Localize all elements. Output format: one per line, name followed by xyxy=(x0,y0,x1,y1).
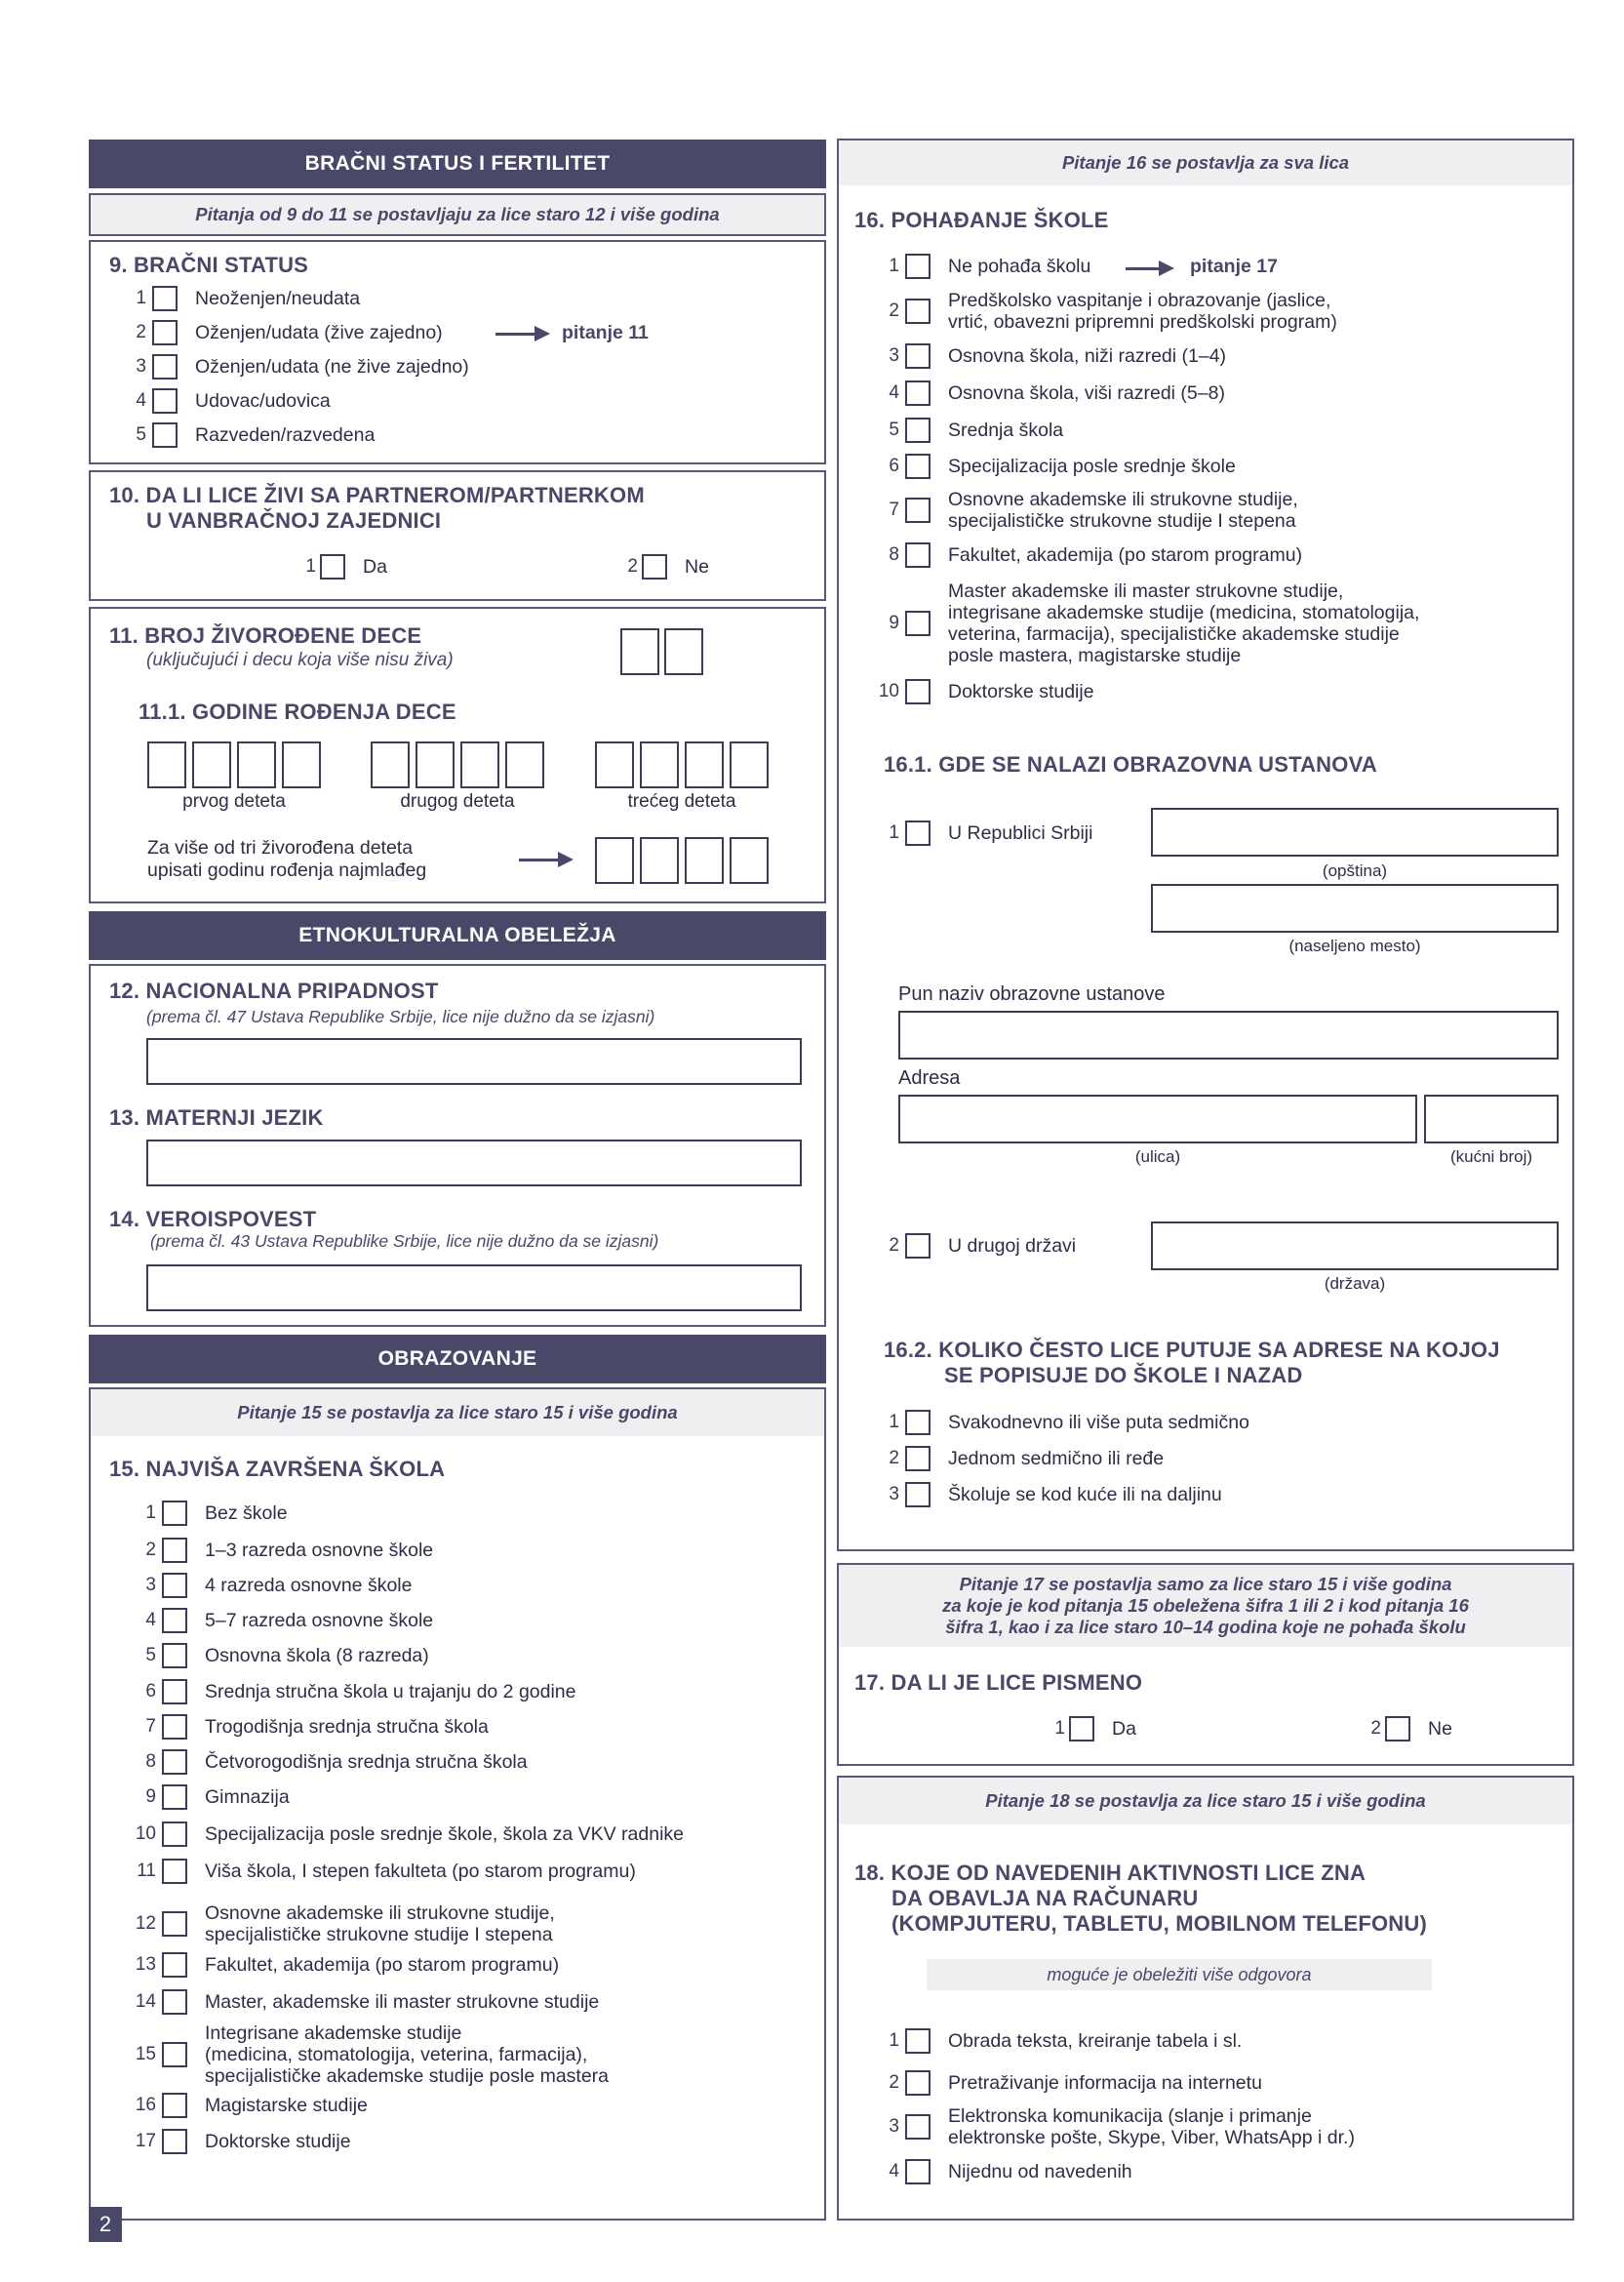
checkbox[interactable] xyxy=(162,1538,187,1563)
option-number: 5 xyxy=(889,420,899,440)
note-q15: Pitanje 15 se postavlja za lice staro 15 i više godina xyxy=(91,1389,824,1436)
q9-goto: pitanje 11 xyxy=(562,322,649,343)
checkbox[interactable] xyxy=(905,2159,931,2184)
checkbox[interactable] xyxy=(642,554,667,580)
q16-2-title-line2: SE POPISUJE DO ŠKOLE I NAZAD xyxy=(944,1363,1303,1387)
option-label xyxy=(948,290,1337,333)
q10-option-no[interactable] xyxy=(616,553,709,581)
q13-title: 13. MATERNJI JEZIK xyxy=(109,1105,324,1130)
option-label: Pretraživanje informacija na internetu xyxy=(948,2072,1262,2094)
q16-2-title-line1: 16.2. KOLIKO ČESTO LICE PUTUJE SA ADRESE NA KOJOJ xyxy=(884,1338,1500,1362)
option-number: 11 xyxy=(137,1861,156,1881)
checkbox[interactable] xyxy=(162,1784,187,1810)
caption-first-child: prvog deteta xyxy=(182,791,286,812)
caption-municipality: (opština) xyxy=(1322,861,1388,880)
street-field[interactable] xyxy=(898,1095,1417,1143)
arrow-icon xyxy=(1126,267,1170,270)
q15-option-2[interactable] xyxy=(129,1537,433,1564)
note-q17-line: šifra 1, kao i za lice staro 10–14 godina koje ne pohađa školu xyxy=(945,1617,1466,1637)
option-number: 3 xyxy=(889,345,899,366)
q15-option-8[interactable] xyxy=(129,1748,528,1776)
option-number: 13 xyxy=(135,1954,156,1975)
option-number: 3 xyxy=(889,2116,899,2137)
option-label: Master, akademske ili master strukovne studije xyxy=(205,1991,600,2013)
option-number: 2 xyxy=(145,1540,156,1560)
option-number: 2 xyxy=(136,322,146,342)
arrow-icon xyxy=(519,859,570,861)
q11-subtitle: (uključujući i decu koja više nisu živa) xyxy=(146,650,454,670)
option-label: Srednja stručna škola u trajanju do 2 godine xyxy=(205,1681,576,1702)
checkbox[interactable] xyxy=(152,320,178,345)
child-count-digit-2[interactable] xyxy=(664,628,703,675)
option-number: 2 xyxy=(889,2072,899,2093)
checkbox[interactable] xyxy=(905,418,931,443)
option-label-line: Master akademske ili master strukovne studije, xyxy=(948,581,1344,602)
arrow-icon xyxy=(495,333,546,336)
option-number: 2 xyxy=(627,556,638,577)
option-label-line: Osnovne akademske ili strukovne studije, xyxy=(948,489,1298,510)
q15-option-17[interactable] xyxy=(129,2128,351,2155)
option-label: Specijalizacija posle srednje škole xyxy=(948,456,1236,477)
checkbox[interactable] xyxy=(905,299,931,324)
q9-option-2[interactable] xyxy=(119,319,443,346)
option-label: Udovac/udovica xyxy=(195,390,331,412)
note-q17-line: za koje je kod pitanja 15 obeležena šifra 1 ili 2 i kod pitanja 16 xyxy=(942,1595,1469,1616)
q11-more-line2: upisati godinu rođenja najmlađeg xyxy=(147,860,427,881)
option-label: Ne xyxy=(685,556,709,578)
q9-option-5[interactable] xyxy=(119,421,375,449)
year-child3-digit-1[interactable] xyxy=(595,741,634,788)
option-label: Osnovna škola, niži razredi (1–4) xyxy=(948,345,1227,367)
option-label: Trogodišnja srednja stručna škola xyxy=(205,1716,489,1738)
section-header-education: OBRAZOVANJE xyxy=(89,1335,826,1383)
option-number: 6 xyxy=(145,1681,156,1701)
option-number: 2 xyxy=(1370,1718,1381,1739)
q16-option-4[interactable] xyxy=(872,380,1225,407)
checkbox[interactable] xyxy=(162,1989,187,2015)
option-number: 4 xyxy=(145,1610,156,1630)
option-number: 3 xyxy=(145,1575,156,1595)
year-youngest-digit-4[interactable] xyxy=(730,837,769,884)
q17-option-yes[interactable] xyxy=(1046,1715,1136,1742)
checkbox[interactable] xyxy=(152,286,178,311)
option-label: Neoženjen/neudata xyxy=(195,288,361,309)
q15-option-10[interactable] xyxy=(129,1821,684,1848)
q16-option-6[interactable] xyxy=(872,453,1236,480)
caption-second-child: drugog deteta xyxy=(400,791,515,812)
option-number: 2 xyxy=(889,1235,899,1256)
option-label: Doktorske studije xyxy=(205,2131,351,2152)
q16-2-option-2[interactable] xyxy=(872,1445,1164,1472)
checkbox[interactable] xyxy=(162,1911,187,1937)
option-label: 5–7 razreda osnovne škole xyxy=(205,1610,434,1631)
checkbox[interactable] xyxy=(1385,1716,1410,1742)
country-field[interactable] xyxy=(1151,1221,1559,1270)
option-label-line: specijalističke akademske studije posle mastera xyxy=(205,2065,610,2087)
option-label-line: integrisane akademske studije (medicina, stomatologija, xyxy=(948,602,1420,623)
option-label xyxy=(948,2105,1355,2148)
checkbox[interactable] xyxy=(162,2129,187,2154)
option-number: 8 xyxy=(145,1751,156,1772)
option-label: Bez škole xyxy=(205,1502,288,1524)
checkbox[interactable] xyxy=(905,498,931,523)
year-child1-digit-2[interactable] xyxy=(192,741,231,788)
checkbox[interactable] xyxy=(905,380,931,406)
q18-option-4[interactable] xyxy=(872,2158,1132,2185)
checkbox[interactable] xyxy=(162,1859,187,1884)
option-label-line: specijalističke strukovne studije I stepena xyxy=(948,510,1296,532)
option-number: 3 xyxy=(889,1484,899,1504)
year-child1-digit-4[interactable] xyxy=(282,741,321,788)
option-label: Gimnazija xyxy=(205,1786,290,1808)
option-label-line: elektronske pošte, Skype, Viber, WhatsApp i dr.) xyxy=(948,2127,1355,2148)
checkbox[interactable] xyxy=(905,1482,931,1507)
q9-option-1[interactable] xyxy=(119,285,360,312)
checkbox[interactable] xyxy=(320,554,345,580)
option-number: 3 xyxy=(136,356,146,377)
year-youngest-digit-2[interactable] xyxy=(640,837,679,884)
option-number: 2 xyxy=(889,1448,899,1468)
option-label: Osnovna škola, viši razredi (5–8) xyxy=(948,382,1225,404)
q16-1-option-serbia[interactable] xyxy=(872,820,1092,847)
option-label-line: specijalističke strukovne studije I stepena xyxy=(205,1924,553,1945)
q18-title-line2: DA OBAVLJA NA RAČUNARU xyxy=(891,1886,1199,1910)
option-label: 4 razreda osnovne škole xyxy=(205,1575,413,1596)
q15-option-12[interactable] xyxy=(129,1902,555,1945)
option-label-line: Elektronska komunikacija (slanje i primanje xyxy=(948,2105,1312,2127)
option-label: U drugoj državi xyxy=(948,1235,1077,1257)
q16-option-9[interactable] xyxy=(872,581,1419,666)
option-number: 9 xyxy=(889,613,899,633)
option-number: 8 xyxy=(889,544,899,565)
year-child3-digit-2[interactable] xyxy=(640,741,679,788)
note-q17-line: Pitanje 17 se postavlja samo za lice staro 15 i više godina xyxy=(959,1574,1452,1594)
option-label: U Republici Srbiji xyxy=(948,822,1093,844)
q16-goto: pitanje 17 xyxy=(1190,256,1278,277)
option-label xyxy=(948,489,1298,532)
checkbox[interactable] xyxy=(905,611,931,636)
option-number: 6 xyxy=(889,456,899,476)
option-label: Ne pohađa školu xyxy=(948,256,1091,277)
checkbox[interactable] xyxy=(905,679,931,704)
q16-option-1[interactable] xyxy=(872,253,1090,280)
q15-option-16[interactable] xyxy=(129,2092,368,2119)
year-youngest-digit-1[interactable] xyxy=(595,837,634,884)
q15-option-13[interactable] xyxy=(129,1951,559,1979)
checkbox[interactable] xyxy=(905,2070,931,2096)
q9-option-3[interactable] xyxy=(119,353,469,380)
option-number: 10 xyxy=(878,681,899,701)
nationality-field[interactable] xyxy=(146,1038,802,1085)
q18-title-line1: 18. KOJE OD NAVEDENIH AKTIVNOSTI LICE ZNA xyxy=(854,1861,1367,1885)
option-number: 7 xyxy=(145,1716,156,1737)
option-number: 9 xyxy=(145,1786,156,1807)
option-label-line: vrtić, obavezni pripremni predškolski program) xyxy=(948,311,1337,333)
q18-multi-note: moguće je obeležiti više odgovora xyxy=(927,1959,1432,1990)
q15-option-6[interactable] xyxy=(129,1678,576,1705)
option-label: Magistarske studije xyxy=(205,2095,368,2116)
option-label: Svakodnevno ili više puta sedmično xyxy=(948,1412,1249,1433)
option-label-line: (medicina, stomatologija, veterina, farmacija), xyxy=(205,2044,588,2065)
q15-option-1[interactable] xyxy=(129,1500,288,1527)
q15-option-15[interactable] xyxy=(129,2022,609,2087)
q15-title: 15. NAJVIŠA ZAVRŠENA ŠKOLA xyxy=(109,1457,446,1481)
q14-subtitle: (prema čl. 43 Ustava Republike Srbije, lice nije dužno da se izjasni) xyxy=(150,1231,659,1251)
q16-option-7[interactable] xyxy=(872,489,1298,532)
settlement-field[interactable] xyxy=(1151,884,1559,933)
checkbox[interactable] xyxy=(905,1446,931,1471)
q12-subtitle: (prema čl. 47 Ustava Republike Srbije, lice nije dužno da se izjasni) xyxy=(146,1007,655,1026)
caption-street: (ulica) xyxy=(1134,1147,1181,1166)
option-label xyxy=(205,2022,609,2087)
option-label: Oženjen/udata (ne žive zajedno) xyxy=(195,356,469,378)
option-label: Oženjen/udata (žive zajedno) xyxy=(195,322,443,343)
q16-title: 16. POHAĐANJE ŠKOLE xyxy=(854,208,1109,232)
q15-option-9[interactable] xyxy=(129,1783,290,1811)
option-number: 1 xyxy=(889,822,899,843)
caption-third-child: trećeg deteta xyxy=(627,791,736,812)
option-number: 10 xyxy=(135,1823,156,1844)
option-label: Nijednu od navedenih xyxy=(948,2161,1132,2182)
checkbox[interactable] xyxy=(162,2042,187,2067)
option-label-line: Integrisane akademske studije xyxy=(205,2022,462,2044)
institution-name-field[interactable] xyxy=(898,1011,1559,1060)
checkbox[interactable] xyxy=(152,388,178,414)
option-number: 17 xyxy=(135,2131,156,2151)
option-number: 1 xyxy=(1054,1718,1065,1739)
checkbox[interactable] xyxy=(152,422,178,448)
q15-option-7[interactable] xyxy=(129,1713,489,1741)
option-label-line: Predškolsko vaspitanje i obrazovanje (jaslice, xyxy=(948,290,1331,311)
option-label: Viša škola, I stepen fakulteta (po starom programu) xyxy=(205,1861,636,1882)
option-label: 1–3 razreda osnovne škole xyxy=(205,1540,434,1561)
option-number: 1 xyxy=(136,288,146,308)
checkbox[interactable] xyxy=(1069,1716,1094,1742)
option-number: 5 xyxy=(136,424,146,445)
note-q17 xyxy=(839,1565,1572,1647)
note-q16: Pitanje 16 se postavlja za sva lica xyxy=(839,140,1572,185)
q17-title: 17. DA LI JE LICE PISMENO xyxy=(854,1670,1143,1695)
section-header-ethno: ETNOKULTURALNA OBELEŽJA xyxy=(89,911,826,960)
note-q18: Pitanje 18 se postavlja za lice staro 15 i više godina xyxy=(839,1778,1572,1824)
q16-2-option-3[interactable] xyxy=(872,1481,1222,1508)
option-number: 4 xyxy=(889,382,899,403)
option-label: Doktorske studije xyxy=(948,681,1094,702)
option-label: Da xyxy=(363,556,387,578)
q11-title: 11. BROJ ŽIVOROĐENE DECE xyxy=(109,623,422,648)
option-label: Školuje se kod kuće ili na daljinu xyxy=(948,1484,1222,1505)
q16-option-2[interactable] xyxy=(872,290,1337,333)
q18-option-2[interactable] xyxy=(872,2069,1262,2097)
q12-title: 12. NACIONALNA PRIPADNOST xyxy=(109,979,439,1003)
address-label: Adresa xyxy=(898,1067,961,1089)
option-label-line: veterina, farmacija), specijalističke akademske studije xyxy=(948,623,1400,645)
year-child2-digit-4[interactable] xyxy=(505,741,544,788)
checkbox[interactable] xyxy=(905,1233,931,1259)
checkbox[interactable] xyxy=(905,542,931,568)
year-child3-digit-3[interactable] xyxy=(685,741,724,788)
option-number: 16 xyxy=(135,2095,156,2115)
checkbox[interactable] xyxy=(162,1501,187,1526)
municipality-field[interactable] xyxy=(1151,808,1559,857)
q17-option-no[interactable] xyxy=(1362,1715,1452,1742)
checkbox[interactable] xyxy=(905,1410,931,1435)
q18-option-3[interactable] xyxy=(872,2105,1355,2148)
q11-more-line1: Za više od tri živorođena deteta xyxy=(147,837,414,859)
checkbox[interactable] xyxy=(905,254,931,279)
q16-2-option-1[interactable] xyxy=(872,1409,1249,1436)
year-child1-digit-3[interactable] xyxy=(237,741,276,788)
option-label: Srednja škola xyxy=(948,420,1064,441)
checkbox[interactable] xyxy=(162,2093,187,2118)
year-child2-digit-1[interactable] xyxy=(371,741,410,788)
checkbox[interactable] xyxy=(162,1608,187,1633)
q15-option-3[interactable] xyxy=(129,1572,412,1599)
q15-option-4[interactable] xyxy=(129,1607,433,1634)
option-number: 5 xyxy=(145,1645,156,1665)
caption-settlement: (naseljeno mesto) xyxy=(1288,937,1421,955)
option-number: 1 xyxy=(145,1502,156,1523)
caption-country: (država) xyxy=(1324,1274,1386,1293)
q15-option-11[interactable] xyxy=(129,1858,636,1885)
q16-1-option-abroad[interactable] xyxy=(872,1232,1076,1260)
option-number: 12 xyxy=(135,1913,156,1934)
caption-house-number: (kućni broj) xyxy=(1449,1147,1533,1166)
option-number: 4 xyxy=(889,2161,899,2182)
religion-field[interactable] xyxy=(146,1264,802,1311)
option-label-line: Osnovne akademske ili strukovne studije, xyxy=(205,1902,555,1924)
house-number-field[interactable] xyxy=(1424,1095,1559,1143)
q9-title: 9. BRAČNI STATUS xyxy=(109,253,309,277)
q16-option-10[interactable] xyxy=(872,678,1094,705)
q11-1-title: 11.1. GODINE ROĐENJA DECE xyxy=(139,700,456,724)
option-label: Ne xyxy=(1428,1718,1452,1740)
checkbox[interactable] xyxy=(905,454,931,479)
year-child2-digit-2[interactable] xyxy=(416,741,455,788)
option-label: Obrada teksta, kreiranje tabela i sl. xyxy=(948,2030,1243,2052)
option-label: Da xyxy=(1112,1718,1136,1740)
year-child2-digit-3[interactable] xyxy=(460,741,499,788)
option-label xyxy=(948,581,1419,666)
year-child1-digit-1[interactable] xyxy=(147,741,186,788)
q9-option-4[interactable] xyxy=(119,387,331,415)
q16-option-5[interactable] xyxy=(872,417,1063,444)
checkbox[interactable] xyxy=(162,1714,187,1740)
checkbox[interactable] xyxy=(162,1749,187,1775)
q18-box xyxy=(837,1776,1574,2221)
note-q9-11: Pitanja od 9 do 11 se postavljaju za lice staro 12 i više godina xyxy=(91,195,824,234)
option-number: 2 xyxy=(889,300,899,321)
checkbox[interactable] xyxy=(152,354,178,380)
option-number: 1 xyxy=(889,2030,899,2051)
option-label: Osnovna škola (8 razreda) xyxy=(205,1645,429,1666)
option-label: Fakultet, akademija (po starom programu) xyxy=(205,1954,560,1976)
checkbox[interactable] xyxy=(905,343,931,369)
q16-option-8[interactable] xyxy=(872,541,1302,569)
section-header-marital: BRAČNI STATUS I FERTILITET xyxy=(89,140,826,188)
option-number: 1 xyxy=(305,556,316,577)
checkbox[interactable] xyxy=(162,1643,187,1668)
option-number: 15 xyxy=(135,2044,156,2064)
checkbox[interactable] xyxy=(905,2028,931,2054)
q16-1-title: 16.1. GDE SE NALAZI OBRAZOVNA USTANOVA xyxy=(884,752,1377,777)
option-label: Razveden/razvedena xyxy=(195,424,376,446)
q18-option-1[interactable] xyxy=(872,2027,1242,2055)
option-number: 14 xyxy=(135,1991,156,2012)
q16-option-3[interactable] xyxy=(872,342,1226,370)
option-label: Specijalizacija posle srednje škole, škola za VKV radnike xyxy=(205,1823,685,1845)
child-count-digit-1[interactable] xyxy=(620,628,659,675)
option-number: 1 xyxy=(889,1412,899,1432)
q10-option-yes[interactable] xyxy=(295,553,387,581)
q15-option-5[interactable] xyxy=(129,1642,429,1669)
year-child3-digit-4[interactable] xyxy=(730,741,769,788)
checkbox[interactable] xyxy=(162,1822,187,1847)
year-youngest-digit-3[interactable] xyxy=(685,837,724,884)
page-number: 2 xyxy=(89,2207,122,2242)
checkbox[interactable] xyxy=(162,1573,187,1598)
q10-title-line2: U VANBRAČNOJ ZAJEDNICI xyxy=(146,508,442,533)
option-label xyxy=(205,1902,555,1945)
checkbox[interactable] xyxy=(162,1952,187,1978)
option-number: 4 xyxy=(136,390,146,411)
institution-name-label: Pun naziv obrazovne ustanove xyxy=(898,983,1166,1005)
checkbox[interactable] xyxy=(905,821,931,846)
option-label: Fakultet, akademija (po starom programu) xyxy=(948,544,1303,566)
checkbox[interactable] xyxy=(162,1679,187,1704)
q18-title-line3: (KOMPJUTERU, TABLETU, MOBILNOM TELEFONU) xyxy=(891,1911,1427,1936)
q14-title: 14. VEROISPOVEST xyxy=(109,1207,317,1231)
option-number: 1 xyxy=(889,256,899,276)
q10-title-line1: 10. DA LI LICE ŽIVI SA PARTNEROM/PARTNERKOM xyxy=(109,483,645,507)
option-label-line: posle mastera, magistarske studije xyxy=(948,645,1242,666)
option-label: Jednom sedmično ili ređe xyxy=(948,1448,1165,1469)
option-label: Četvorogodišnja srednja stručna škola xyxy=(205,1751,528,1773)
q15-option-14[interactable] xyxy=(129,1988,599,2016)
mother-tongue-field[interactable] xyxy=(146,1140,802,1186)
option-number: 7 xyxy=(889,500,899,520)
checkbox[interactable] xyxy=(905,2114,931,2140)
